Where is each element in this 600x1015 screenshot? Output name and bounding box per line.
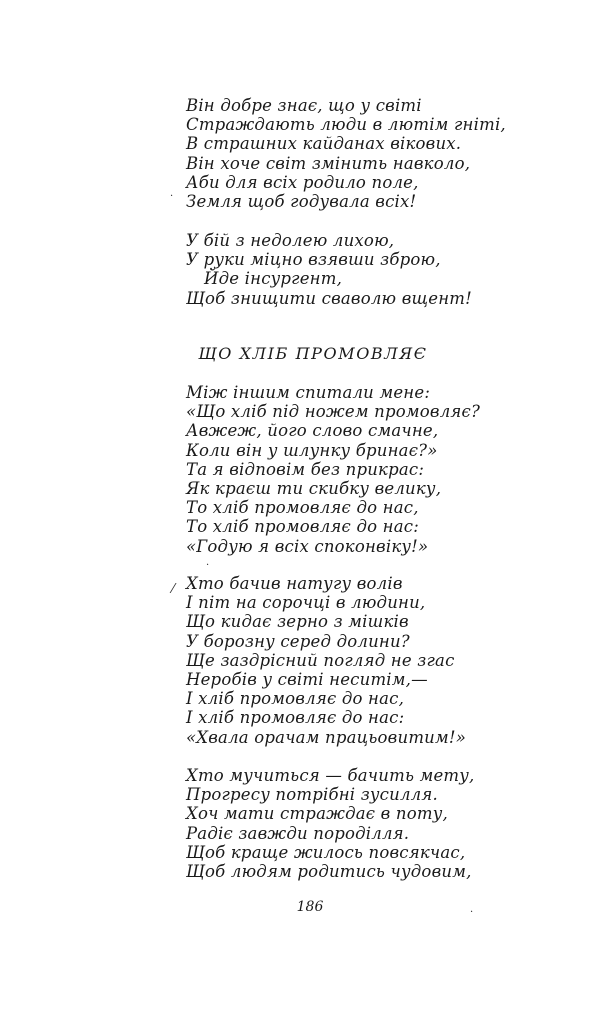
poem-stanza-3 — [186, 766, 474, 881]
verse-line: Як краєш ти скибку велику, — [186, 478, 442, 498]
verse-line: У руки міцно взявши зброю, — [186, 250, 441, 270]
verse-line: Та я відповім без прикрас: — [186, 459, 425, 479]
verse-line: Він добре знає, що у світі — [186, 96, 422, 115]
verse-line: І хліб промовляє до нас: — [186, 708, 405, 728]
verse-line: Щоб людям родитись чудовим, — [186, 861, 472, 881]
verse-line: Що кидає зерно з мішків — [186, 612, 409, 632]
page-number: 186 — [296, 899, 324, 915]
continuation-stanza-2 — [186, 231, 472, 308]
verse-line: Аби для всіх родило поле, — [186, 172, 419, 192]
verse-line: Радіє завжди породілля. — [186, 823, 410, 843]
verse-line: Страждають люди в лютім гніті, — [186, 115, 506, 135]
verse-line: Щоб знищити сваволю вщент! — [186, 288, 472, 308]
verse-line: То хліб промовляє до нас: — [186, 517, 419, 537]
verse-line: Щоб краще жилось повсякчас, — [186, 842, 466, 862]
verse-line: Хто мучиться — бачить мету, — [186, 766, 475, 785]
verse-line: І хліб промовляє до нас, — [186, 689, 405, 709]
verse-line: Авжеж, його слово смачне, — [186, 421, 439, 441]
verse-line: «Що хліб під ножем промовляє? — [186, 402, 481, 422]
verse-line: І піт на сорочці в людини, — [186, 593, 426, 613]
verse-line: Він хоче світ змінить навколо, — [186, 153, 471, 173]
verse-line: Неробів у світі неситім,— — [186, 669, 428, 689]
verse-line-indented: Йде інсургент, — [204, 269, 343, 289]
verse-line: Земля щоб годувала всіх! — [186, 191, 417, 211]
verse-line: У бій з недолею лихою, — [186, 231, 395, 250]
scan-speck: · — [470, 907, 474, 918]
poem-title: ЩО ХЛІБ ПРОМОВЛЯЄ — [198, 344, 428, 363]
poem-stanza-2 — [186, 574, 466, 747]
verse-line: Коли він у шлунку бринає?» — [186, 440, 438, 460]
pencil-tick-mark: ⁄ — [172, 582, 175, 597]
verse-line: В страшних кайданах вікових. — [186, 134, 462, 154]
verse-line: Між іншим спитали мене: — [186, 383, 431, 402]
scan-speck: · — [170, 191, 174, 202]
poem-stanza-1 — [186, 383, 480, 556]
verse-line: «Хвала орачам працьовитим!» — [186, 727, 466, 747]
continuation-stanza-1 — [186, 96, 506, 211]
verse-line: Ще заздрісний погляд не згас — [186, 650, 455, 670]
verse-line: Хто бачив натугу волів — [186, 574, 403, 593]
verse-line: Прогресу потрібні зусилля. — [186, 785, 438, 805]
verse-line: Хоч мати страждає в поту, — [186, 804, 448, 824]
verse-line: «Годую я всіх споконвіку!» — [186, 536, 429, 556]
verse-line: То хліб промовляє до нас, — [186, 498, 419, 518]
scan-speck: · — [206, 560, 210, 571]
verse-line: У борозну серед долини? — [186, 631, 410, 651]
